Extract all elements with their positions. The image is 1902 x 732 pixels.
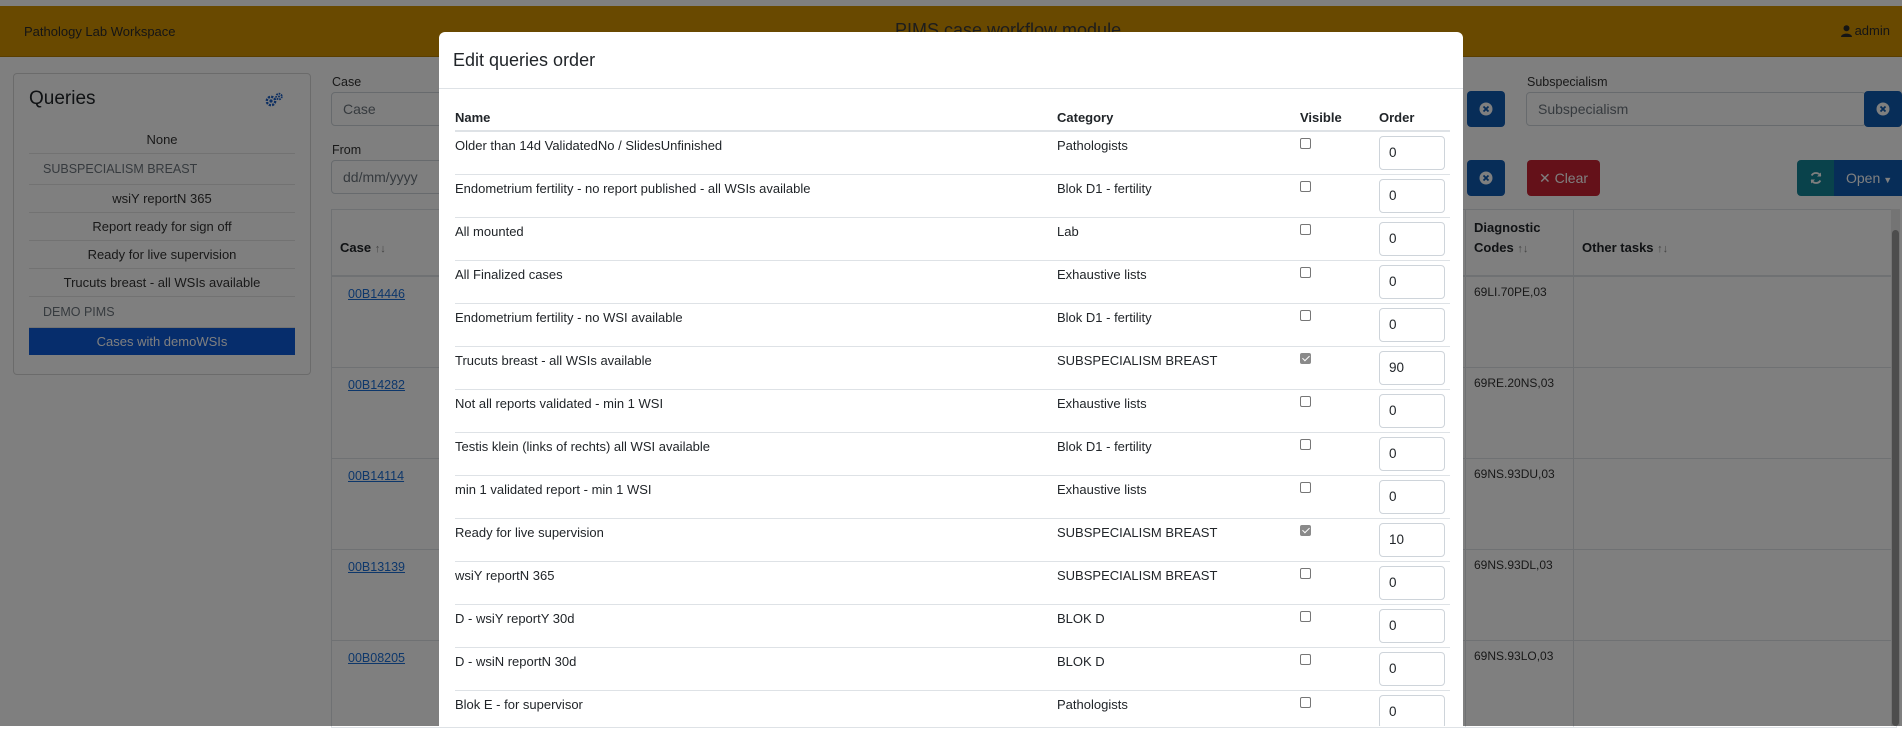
order-column-header: Order [1379,110,1415,125]
order-input[interactable]: 0 [1379,394,1445,428]
order-input[interactable]: 0 [1379,480,1445,514]
order-input[interactable]: 0 [1379,609,1445,643]
edit-queries-order-modal [439,32,1463,726]
visible-checkbox[interactable] [1300,396,1311,407]
order-input[interactable]: 0 [1379,265,1445,299]
name-column-header: Name [455,110,491,125]
order-input[interactable]: 90 [1379,351,1445,385]
visible-checkbox[interactable] [1300,439,1311,450]
query-order-row [455,562,1450,605]
order-input[interactable]: 10 [1379,523,1445,557]
query-category: Blok D1 - fertility [1057,181,1152,196]
category-column-header: Category [1057,110,1114,125]
visible-checkbox[interactable] [1300,525,1311,536]
query-order-row [455,218,1450,261]
query-order-row [455,605,1450,648]
modal-title: Edit queries order [453,50,596,70]
query-name: All Finalized cases [455,267,563,282]
query-name: Testis klein (links of rechts) all WSI available [455,439,711,454]
query-order-row [455,648,1450,691]
query-category: Pathologists [1057,138,1128,153]
query-category: BLOK D [1057,654,1105,669]
visible-checkbox[interactable] [1300,654,1311,665]
query-order-row [455,390,1450,433]
visible-checkbox[interactable] [1300,267,1311,278]
query-name: Trucuts breast - all WSIs available [455,353,652,368]
queries-order-rows [455,132,1450,726]
query-category: Blok D1 - fertility [1057,310,1152,325]
query-name: D - wsiY reportY 30d [455,611,575,626]
queries-order-table-header [455,107,1450,132]
query-category: SUBSPECIALISM BREAST [1057,525,1218,540]
order-input[interactable]: 0 [1379,222,1445,256]
query-category: Exhaustive lists [1057,482,1147,497]
query-order-row [455,476,1450,519]
query-order-row [455,691,1450,726]
queries-order-table [455,107,1450,726]
query-name: D - wsiN reportN 30d [455,654,577,669]
query-category: SUBSPECIALISM BREAST [1057,568,1218,583]
visible-column-header: Visible [1300,110,1342,125]
query-name: min 1 validated report - min 1 WSI [455,482,652,497]
visible-checkbox[interactable] [1300,697,1311,708]
query-category: BLOK D [1057,611,1105,626]
order-input[interactable]: 0 [1379,308,1445,342]
query-order-row [455,347,1450,390]
order-input[interactable]: 0 [1379,566,1445,600]
visible-checkbox[interactable] [1300,138,1311,149]
query-name: Not all reports validated - min 1 WSI [455,396,664,411]
query-name: Ready for live supervision [455,525,604,540]
order-input[interactable]: 0 [1379,695,1445,726]
order-input[interactable]: 0 [1379,179,1445,213]
query-category: Blok D1 - fertility [1057,439,1152,454]
query-order-row [455,519,1450,562]
order-input[interactable]: 0 [1379,136,1445,170]
query-category: SUBSPECIALISM BREAST [1057,353,1218,368]
query-name: All mounted [455,224,524,239]
visible-checkbox[interactable] [1300,482,1311,493]
query-order-row [455,175,1450,218]
query-order-row [455,261,1450,304]
query-order-row [455,433,1450,476]
visible-checkbox[interactable] [1300,181,1311,192]
visible-checkbox[interactable] [1300,224,1311,235]
query-order-row [455,132,1450,175]
order-input[interactable]: 0 [1379,437,1445,471]
visible-checkbox[interactable] [1300,611,1311,622]
visible-checkbox[interactable] [1300,310,1311,321]
order-input[interactable]: 0 [1379,652,1445,686]
query-category: Exhaustive lists [1057,396,1147,411]
visible-checkbox[interactable] [1300,353,1311,364]
query-name: Older than 14d ValidatedNo / SlidesUnfinished [455,138,723,153]
query-name: wsiY reportN 365 [455,568,555,583]
query-name: Endometrium fertility - no report published - all WSIs available [455,181,811,196]
modal-header-divider [439,88,1463,89]
query-name: Endometrium fertility - no WSI available [455,310,683,325]
query-category: Pathologists [1057,697,1128,712]
visible-checkbox[interactable] [1300,568,1311,579]
query-order-row [455,304,1450,347]
query-category: Exhaustive lists [1057,267,1147,282]
query-category: Lab [1057,224,1079,239]
query-name: Blok E - for supervisor [455,697,583,712]
